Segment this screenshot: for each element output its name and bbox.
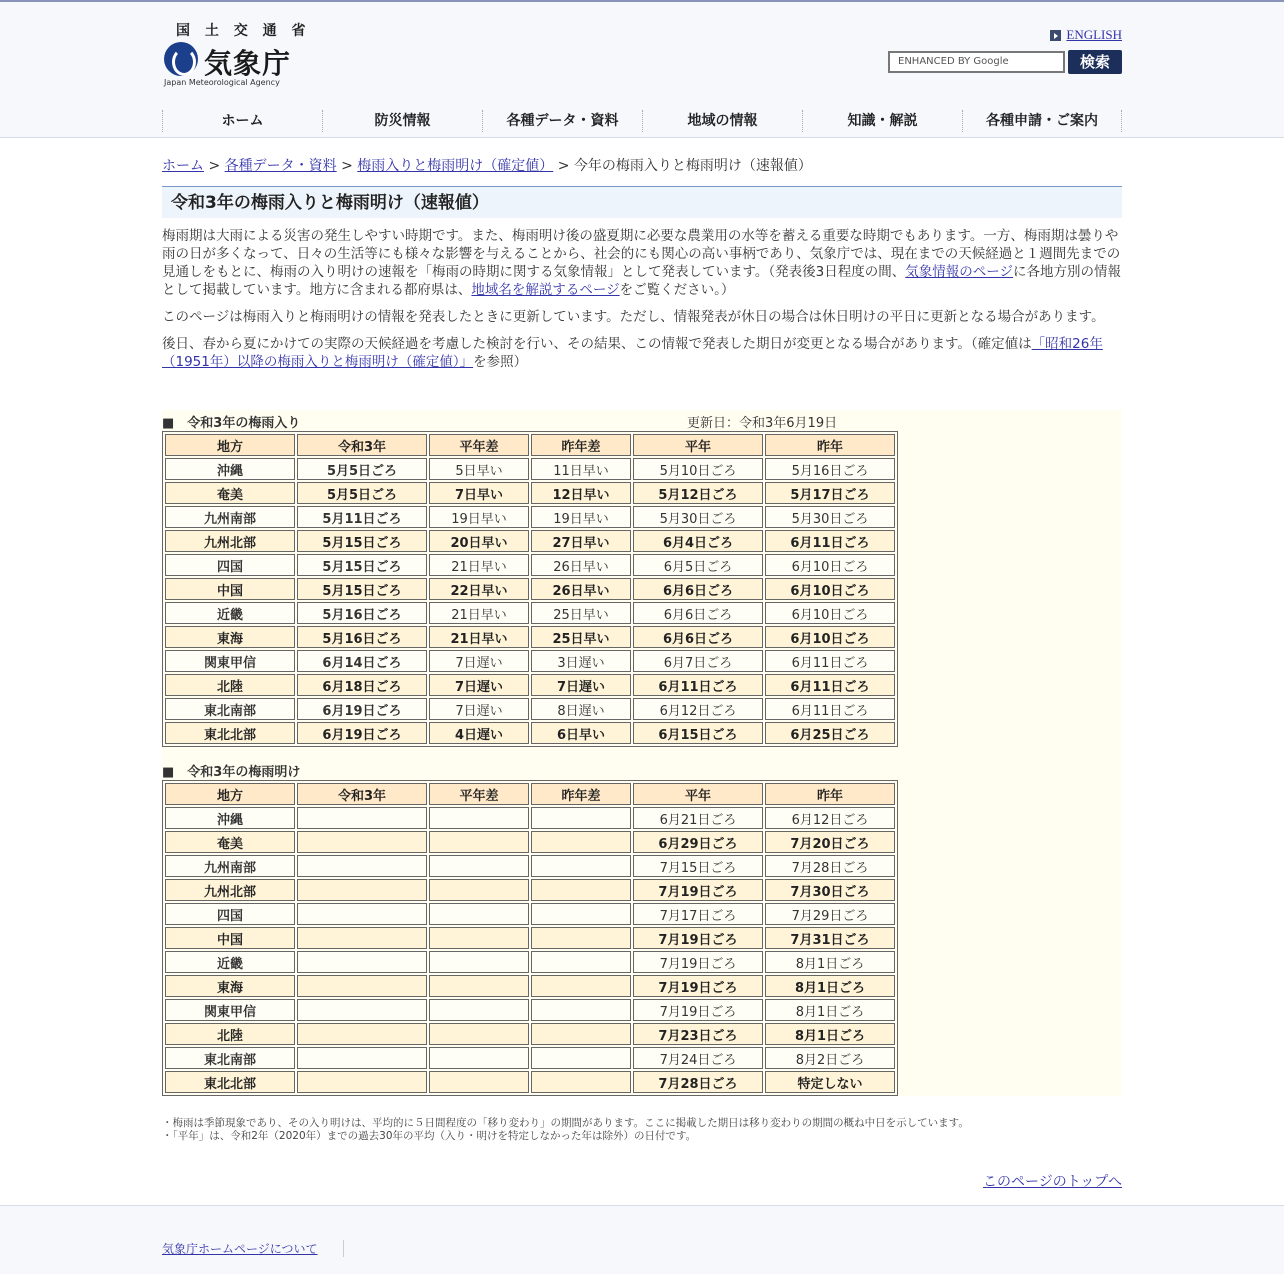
table-cell: 6月10日ごろ (765, 578, 895, 600)
intro-text-1a: 梅雨期は大雨による災害の発生しやすい時期です。また、梅雨明け後の盛夏期に必要な農業用の水等を蓄える重要な時期でもあります。一方、梅雨期は曇りや雨の日が多くなって、日々の生活等にも様々な影響を与えることから、社会的にも関心の高い事柄であり、気象庁では、現在までの天候経過と１週間先までの見通しをもとに、梅雨の入り明けの速報を「梅雨の時期に関する気象情報」として発表しています。（発表後3日程度の間、 (162, 228, 1121, 280)
table-cell: 6月18日ごろ (297, 674, 427, 696)
region-cell: 東北北部 (165, 1071, 295, 1093)
english-link[interactable] (1050, 27, 1122, 43)
table-cell: 5月17日ごろ (765, 482, 895, 504)
exit-table (162, 780, 898, 1096)
table-row (165, 674, 895, 696)
table-cell (429, 999, 529, 1021)
table-row (165, 903, 895, 925)
table-cell: 6月11日ごろ (765, 698, 895, 720)
updated-date: 更新日：令和3年6月19日 (687, 416, 838, 431)
table-cell: 5月15日ごろ (297, 530, 427, 552)
region-cell: 北陸 (165, 674, 295, 696)
table-cell (429, 807, 529, 829)
table-cell: 7月20日ごろ (765, 831, 895, 853)
table-cell: 5月15日ごろ (297, 554, 427, 576)
table-cell: 8日遅い (531, 698, 631, 720)
intro-text-1c: をご覧ください。） (619, 282, 735, 298)
table-cell: 7日遅い (429, 674, 529, 696)
table-cell (531, 855, 631, 877)
note-1: ・梅雨は季節現象であり、その入り明けは、平均的に５日間程度の「移り変わり」の期間があります。ここに掲載した期日は移り変わりの期間の概ね中日を示しています。 (162, 1117, 969, 1129)
jma-logo[interactable] (164, 20, 311, 90)
table-cell: 5月5日ごろ (297, 458, 427, 480)
intro-paragraph-3 (162, 335, 1122, 371)
site-header (0, 0, 1284, 138)
column-header: 昨年 (765, 783, 895, 805)
agency-name-en: Japan Meteorological Agency (164, 78, 280, 87)
table-row (165, 602, 895, 624)
region-cell: 東海 (165, 975, 295, 997)
table-cell: 7月19日ごろ (633, 999, 763, 1021)
global-nav (162, 110, 1122, 132)
table-cell: 7日遅い (429, 650, 529, 672)
table-cell (531, 1047, 631, 1069)
table-cell: 7月19日ごろ (633, 975, 763, 997)
table-row (165, 999, 895, 1021)
table-row (165, 927, 895, 949)
region-cell: 沖縄 (165, 458, 295, 480)
table-cell: 5月12日ごろ (633, 482, 763, 504)
breadcrumb-confirmed[interactable]: 梅雨入りと梅雨明け（確定値） (357, 158, 554, 174)
nav-item-data[interactable]: 各種データ・資料 (482, 110, 642, 132)
table-cell (297, 879, 427, 901)
table-cell: 6月19日ごろ (297, 722, 427, 744)
ministry-name: 国 土 交 通 省 (176, 23, 311, 39)
intro-text-3a: 後日、春から夏にかけての実際の天候経過を考慮した検討を行い、その結果、この情報で発表した期日が変更となる場合があります。（確定値は (162, 336, 1032, 352)
table-row (165, 807, 895, 829)
table-cell (429, 831, 529, 853)
entry-section-label: ■ 令和3年の梅雨入り (162, 416, 301, 431)
table-cell: 5月16日ごろ (765, 458, 895, 480)
table-cell: 8月2日ごろ (765, 1047, 895, 1069)
table-cell (531, 879, 631, 901)
table-row (165, 879, 895, 901)
column-header: 昨年差 (531, 434, 631, 456)
table-cell: 12日早い (531, 482, 631, 504)
table-cell (531, 951, 631, 973)
table-cell (429, 951, 529, 973)
table-cell: 26日早い (531, 578, 631, 600)
table-cell: 27日早い (531, 530, 631, 552)
table-cell: 19日早い (429, 506, 529, 528)
table-cell: 6月6日ごろ (633, 626, 763, 648)
table-cell: 7月19日ごろ (633, 927, 763, 949)
table-cell: 6日早い (531, 722, 631, 744)
table-cell: 5月15日ごろ (297, 578, 427, 600)
table-cell (297, 855, 427, 877)
breadcrumb-data[interactable]: 各種データ・資料 (224, 158, 337, 174)
table-cell: 6月10日ごろ (765, 602, 895, 624)
table-cell: 6月25日ごろ (765, 722, 895, 744)
table-cell: 6月11日ごろ (765, 530, 895, 552)
table-row (165, 482, 895, 504)
region-cell: 九州南部 (165, 855, 295, 877)
table-cell: 5月16日ごろ (297, 602, 427, 624)
table-cell (531, 927, 631, 949)
table-cell: 7月28日ごろ (633, 1071, 763, 1093)
table-cell: 6月15日ごろ (633, 722, 763, 744)
table-row (165, 831, 895, 853)
nav-item-home[interactable]: ホーム (162, 110, 322, 132)
region-cell: 中国 (165, 578, 295, 600)
region-cell: 東北南部 (165, 1047, 295, 1069)
table-cell (531, 1071, 631, 1093)
table-cell (531, 999, 631, 1021)
table-cell (531, 975, 631, 997)
table-row (165, 1023, 895, 1045)
table-cell: 7月17日ごろ (633, 903, 763, 925)
table-cell (429, 1047, 529, 1069)
table-cell (297, 951, 427, 973)
table-row (165, 650, 895, 672)
table-cell: 7月23日ごろ (633, 1023, 763, 1045)
intro-text-3b: を参照） (473, 354, 528, 370)
table-cell: 26日早い (531, 554, 631, 576)
breadcrumb-home[interactable]: ホーム (162, 158, 204, 174)
column-header: 平年差 (429, 434, 529, 456)
table-cell (297, 903, 427, 925)
table-cell: 6月6日ごろ (633, 602, 763, 624)
search-input[interactable]: ENHANCED BY Google (888, 51, 1065, 73)
region-cell: 沖縄 (165, 807, 295, 829)
table-row (165, 1071, 895, 1093)
table-cell: 19日早い (531, 506, 631, 528)
region-cell: 東海 (165, 626, 295, 648)
nav-item-disaster[interactable]: 防災情報 (322, 110, 482, 132)
table-cell: 25日早い (531, 602, 631, 624)
table-cell: 5月11日ごろ (297, 506, 427, 528)
table-cell: 7日早い (429, 482, 529, 504)
region-cell: 九州南部 (165, 506, 295, 528)
note-2: ・「平年」は、令和2年（2020年）までの過去30年の平均（入り・明けを特定しなかった年は除外）の日付です。 (162, 1130, 697, 1142)
table-cell: 7月28日ごろ (765, 855, 895, 877)
table-cell: 22日早い (429, 578, 529, 600)
table-cell: 5月5日ごろ (297, 482, 427, 504)
table-cell: 7日遅い (531, 674, 631, 696)
table-row (165, 951, 895, 973)
table-cell: 6月7日ごろ (633, 650, 763, 672)
nav-item-regional[interactable]: 地域の情報 (642, 110, 802, 132)
confirmed-values-link[interactable]: 「昭和26年（1951年）以降の梅雨入りと梅雨明け（確定値）」 (162, 336, 1103, 370)
region-cell: 中国 (165, 927, 295, 949)
column-header: 平年 (633, 434, 763, 456)
table-row (165, 722, 895, 744)
table-cell: 6月10日ごろ (765, 626, 895, 648)
table-cell (297, 927, 427, 949)
table-cell: 7月29日ごろ (765, 903, 895, 925)
table-row (165, 458, 895, 480)
table-cell (531, 903, 631, 925)
about-site-link[interactable]: 気象庁ホームページについて (162, 1240, 344, 1257)
english-link-label: ENGLISH (1066, 27, 1122, 42)
table-cell: 25日早い (531, 626, 631, 648)
table-cell: 6月19日ごろ (297, 698, 427, 720)
table-cell: 7月30日ごろ (765, 879, 895, 901)
table-cell (429, 927, 529, 949)
table-cell (429, 1023, 529, 1045)
table-cell: 6月6日ごろ (633, 578, 763, 600)
table-cell: 5月16日ごろ (297, 626, 427, 648)
region-cell: 奄美 (165, 831, 295, 853)
table-cell: 11日早い (531, 458, 631, 480)
column-header: 昨年 (765, 434, 895, 456)
table-cell: 8月1日ごろ (765, 999, 895, 1021)
table-row (165, 698, 895, 720)
table-row (165, 1047, 895, 1069)
table-cell (297, 1023, 427, 1045)
table-cell: 6月11日ごろ (765, 674, 895, 696)
table-row (165, 554, 895, 576)
site-footer (0, 1205, 1284, 1274)
table-cell: 6月12日ごろ (765, 807, 895, 829)
table-cell: 6月10日ごろ (765, 554, 895, 576)
tables-area (162, 410, 1122, 1096)
table-header-row (165, 783, 895, 805)
region-cell: 奄美 (165, 482, 295, 504)
region-cell: 四国 (165, 554, 295, 576)
breadcrumb-current: 今年の梅雨入りと梅雨明け（速報値） (573, 158, 812, 174)
exit-section-label: ■ 令和3年の梅雨明け (162, 765, 301, 780)
table-cell: 6月11日ごろ (765, 650, 895, 672)
intro-paragraph-1 (162, 227, 1122, 299)
table-cell: 21日早い (429, 626, 529, 648)
table-cell (297, 975, 427, 997)
region-cell: 東北北部 (165, 722, 295, 744)
table-cell: 特定しない (765, 1071, 895, 1093)
table-cell: 3日遅い (531, 650, 631, 672)
table-cell: 4日遅い (429, 722, 529, 744)
table-row (165, 626, 895, 648)
column-header: 令和3年 (297, 434, 427, 456)
jma-logo-icon (164, 42, 198, 76)
table-row (165, 578, 895, 600)
table-cell: 5月30日ごろ (633, 506, 763, 528)
page-top-link[interactable]: このページのトップへ (982, 1174, 1122, 1190)
table-cell (429, 1071, 529, 1093)
column-header: 令和3年 (297, 783, 427, 805)
table-cell: 6月14日ごろ (297, 650, 427, 672)
nav-item-knowledge[interactable]: 知識・解説 (802, 110, 962, 132)
table-cell: 8月1日ごろ (765, 1023, 895, 1045)
table-header-row (165, 434, 895, 456)
agency-name: 気象庁 (204, 47, 292, 80)
table-cell: 8月1日ごろ (765, 975, 895, 997)
table-cell: 7月19日ごろ (633, 951, 763, 973)
table-cell: 6月12日ごろ (633, 698, 763, 720)
region-cell: 九州北部 (165, 879, 295, 901)
table-cell (531, 1023, 631, 1045)
table-cell (429, 879, 529, 901)
table-cell (531, 831, 631, 853)
table-cell (429, 855, 529, 877)
table-cell: 6月4日ごろ (633, 530, 763, 552)
table-row (165, 530, 895, 552)
page-title: 令和3年の梅雨入りと梅雨明け（速報値） (162, 186, 1122, 218)
table-cell (429, 903, 529, 925)
table-cell: 6月5日ごろ (633, 554, 763, 576)
region-cell: 近畿 (165, 951, 295, 973)
table-cell: 6月29日ごろ (633, 831, 763, 853)
table-cell: 7月24日ごろ (633, 1047, 763, 1069)
weather-info-link[interactable]: 気象情報のページ (905, 264, 1013, 280)
table-cell: 21日早い (429, 602, 529, 624)
region-cell: 九州北部 (165, 530, 295, 552)
region-cell: 関東甲信 (165, 999, 295, 1021)
region-cell: 四国 (165, 903, 295, 925)
table-cell (429, 975, 529, 997)
column-header: 平年 (633, 783, 763, 805)
table-cell (297, 807, 427, 829)
table-cell: 5月10日ごろ (633, 458, 763, 480)
table-cell: 8月1日ごろ (765, 951, 895, 973)
table-cell (297, 999, 427, 1021)
column-header: 昨年差 (531, 783, 631, 805)
table-cell (531, 807, 631, 829)
nav-item-application[interactable]: 各種申請・ご案内 (962, 110, 1122, 132)
table-cell: 7月15日ごろ (633, 855, 763, 877)
table-row (165, 506, 895, 528)
region-cell: 関東甲信 (165, 650, 295, 672)
breadcrumb: ホーム > 各種データ・資料 > 梅雨入りと梅雨明け（確定値） > 今年の梅雨入りと梅雨明け（速報値） (162, 158, 812, 174)
search-button[interactable]: 検索 (1068, 50, 1122, 74)
table-cell: 20日早い (429, 530, 529, 552)
column-header: 地方 (165, 434, 295, 456)
arrow-right-icon (1050, 30, 1061, 41)
region-cell: 北陸 (165, 1023, 295, 1045)
table-row (165, 855, 895, 877)
table-cell (297, 1071, 427, 1093)
column-header: 平年差 (429, 783, 529, 805)
notes (162, 1117, 969, 1143)
intro-paragraph-2: このページは梅雨入りと梅雨明けの情報を発表したときに更新しています。ただし、情報発表が休日の場合は休日明けの平日に更新となる場合があります。 (162, 309, 1105, 325)
table-cell: 6月21日ごろ (633, 807, 763, 829)
entry-table (162, 431, 898, 747)
table-cell: 21日早い (429, 554, 529, 576)
main-content (162, 138, 1122, 371)
region-name-link[interactable]: 地域名を解説するページ (471, 282, 620, 298)
table-cell (297, 1047, 427, 1069)
table-row (165, 975, 895, 997)
column-header: 地方 (165, 783, 295, 805)
table-cell: 7月19日ごろ (633, 879, 763, 901)
region-cell: 東北南部 (165, 698, 295, 720)
region-cell: 近畿 (165, 602, 295, 624)
table-cell: 7日遅い (429, 698, 529, 720)
table-cell (297, 831, 427, 853)
intro-text-1b: に各地方別の情報として掲載しています。地方に含まれる都府県は、 (162, 264, 1121, 298)
table-cell: 5日早い (429, 458, 529, 480)
table-cell: 5月30日ごろ (765, 506, 895, 528)
table-cell: 7月31日ごろ (765, 927, 895, 949)
table-cell: 6月11日ごろ (633, 674, 763, 696)
